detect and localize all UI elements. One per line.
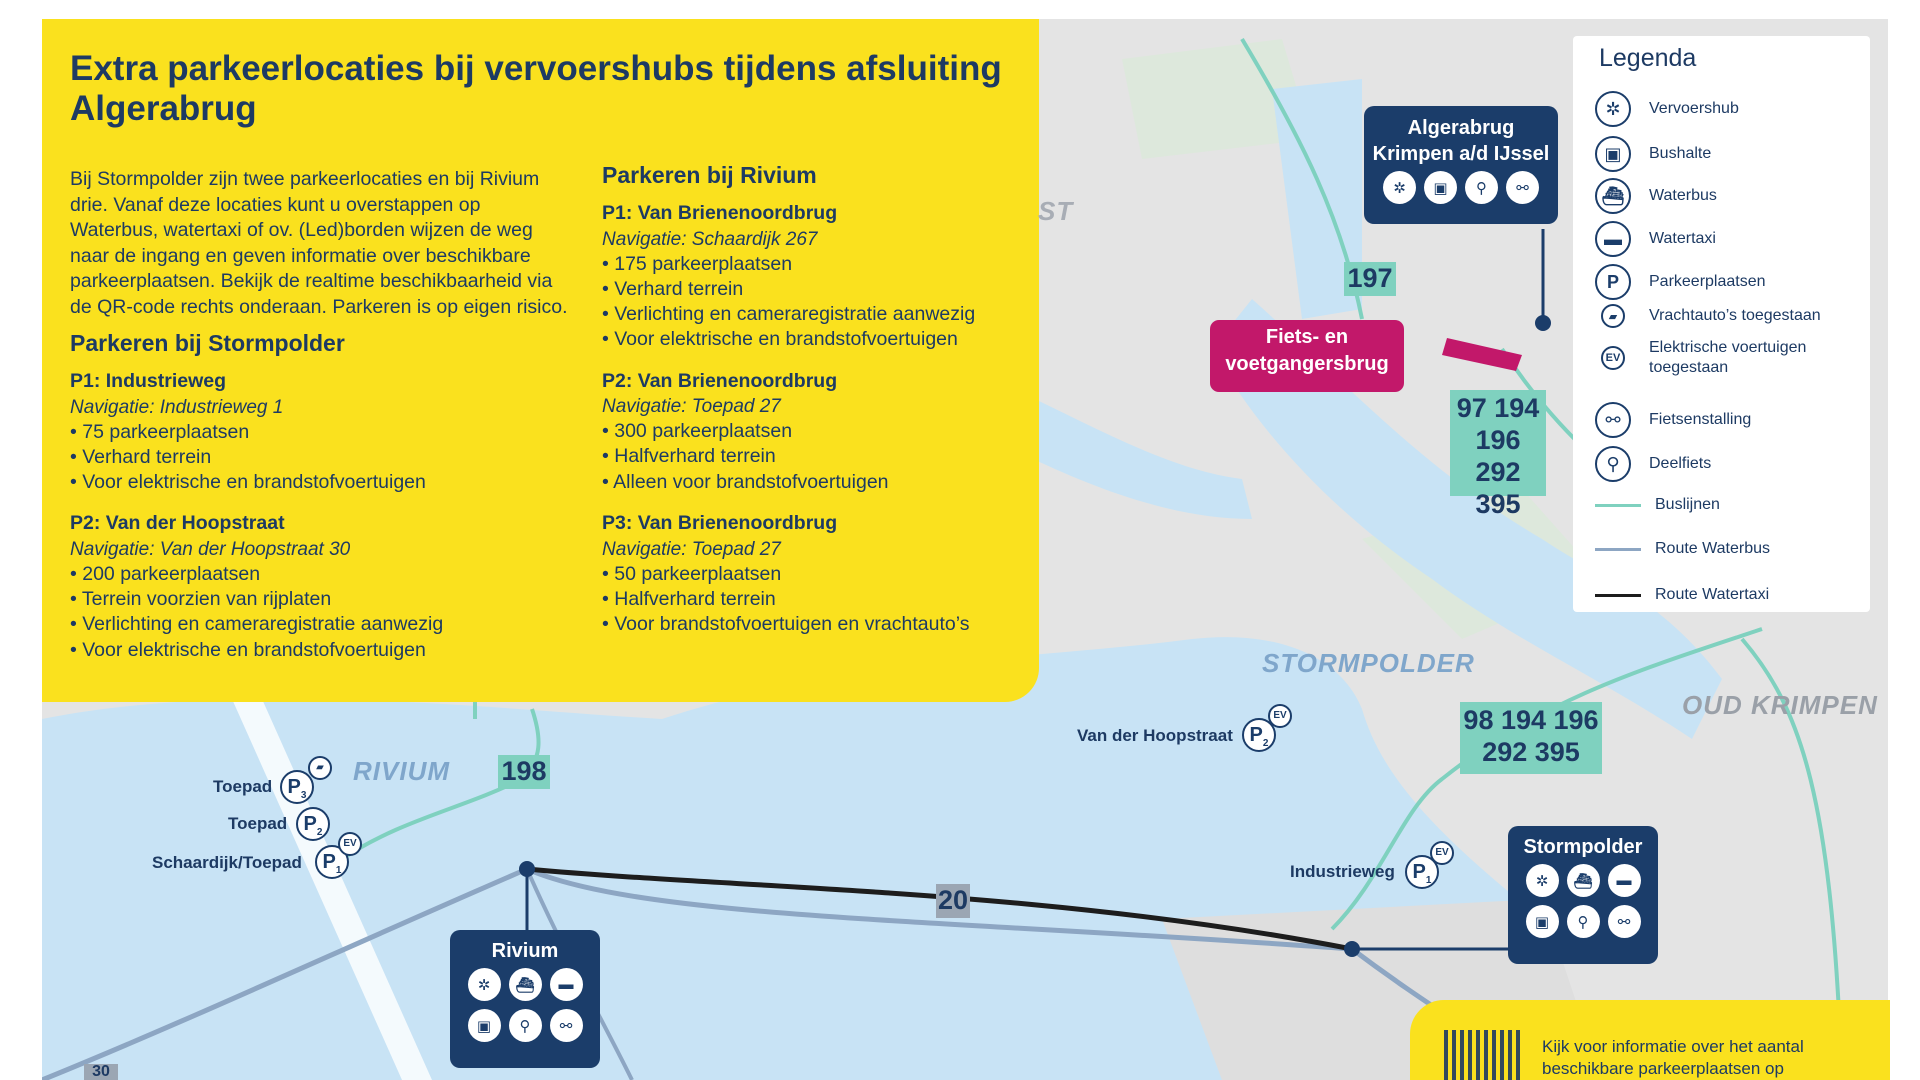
hub-icons xyxy=(1364,171,1558,204)
hub-stormpolder[interactable] xyxy=(1508,826,1658,964)
entry-bullet: • Alleen voor brandstofvoertuigen xyxy=(602,470,889,493)
legend-label: Bushalte xyxy=(1649,145,1712,162)
legend-label: Vrachtauto’s toegestaan xyxy=(1649,307,1821,324)
entry-title: P3: Van Brienenoordbrug xyxy=(602,512,838,535)
entry-navigation: Navigatie: Van der Hoopstraat 30 xyxy=(70,538,351,560)
entry-bullet: • Voor elektrische en brandstofvoertuigen xyxy=(70,638,426,661)
legend-item xyxy=(1595,304,1821,328)
bus-lines-algerabrug[interactable] xyxy=(1450,390,1546,519)
legend-label: Elektrische voertuigen toegestaan xyxy=(1649,339,1807,376)
entry-bullet: • Verhard terrein xyxy=(602,277,744,300)
bus-lines-row: 395 xyxy=(1475,489,1521,519)
legend-item xyxy=(1595,91,1739,127)
waterbus-line-30[interactable]: 30 xyxy=(84,1064,118,1080)
legend-label: Vervoershub xyxy=(1649,100,1739,117)
entry-bullet: • 75 parkeerplaatsen xyxy=(70,420,250,443)
bus-icon: ▣ xyxy=(468,1009,501,1042)
area-label-oud-krimpen: OUD KRIMPEN xyxy=(1682,690,1878,720)
legend-label: Waterbus xyxy=(1649,187,1717,204)
parking-p2-stormpolder-icon[interactable]: $P_2$ xyxy=(1242,718,1276,752)
entry-navigation: Navigatie: Toepad 27 xyxy=(602,396,781,418)
rivium-p1 xyxy=(602,201,1032,353)
transport-hub-icon: ✲ xyxy=(468,968,501,1001)
bus-lines-stormpolder[interactable] xyxy=(1460,702,1602,774)
rivium-heading: Parkeren bij Rivium xyxy=(602,162,817,188)
bus-lines-row: 97 194 xyxy=(1456,393,1540,423)
intro-text: Bij Stormpolder zijn twee parkeerlocaties en bij Rivium drie. Vanaf deze locaties kunt u overstappen op Waterbus, watertaxi of ov. (Led)borden wijzen de weg naar de ingang en geven informatie over beschikbare parkeerplaatsen. Bekijk de realtime beschikbaarheid via de QR-code rechts onderaan. Parkeren is op eigen risico. xyxy=(70,168,568,318)
stormpolder-column xyxy=(70,329,540,679)
bike-parking-icon: ⚯ xyxy=(1595,402,1631,438)
entry-bullet: • Verhard terrein xyxy=(70,445,212,468)
shared-bike-icon: ⚲ xyxy=(1595,446,1631,482)
parking-label-industrieweg-p1: Industrieweg xyxy=(1290,862,1395,881)
bus-icon: ▣ xyxy=(1424,171,1457,204)
entry-navigation: Navigatie: Industrieweg 1 xyxy=(70,396,284,418)
watertaxi-icon: ▬ xyxy=(1608,864,1641,897)
transport-hub-icon: ✲ xyxy=(1526,864,1559,897)
entry-bullet: • Verlichting en cameraregistratie aanwezig xyxy=(70,613,444,636)
parking-p1-icon[interactable]: $P_1$ xyxy=(315,845,349,879)
entry-bullet: • Halfverhard terrein xyxy=(602,445,776,468)
legend-item xyxy=(1595,136,1711,172)
hub-title: Rivium xyxy=(491,940,559,962)
entry-bullet: • 200 parkeerplaatsen xyxy=(70,562,261,585)
qr-code[interactable] xyxy=(1444,1030,1520,1080)
entry-navigation: Navigatie: Schaardijk 267 xyxy=(602,228,818,250)
qr-text: Kijk voor informatie over het aantal beschikbare parkeerplaatsen op xyxy=(1542,1037,1804,1078)
entry-bullet: • 50 parkeerplaatsen xyxy=(602,562,782,585)
stormpolder-heading: Parkeren bij Stormpolder xyxy=(70,330,345,356)
entry-bullet: • Voor brandstofvoertuigen en vrachtauto’s xyxy=(602,613,970,636)
hub-algerabrug[interactable] xyxy=(1364,106,1558,224)
legend-item xyxy=(1595,446,1711,482)
truck-allowed-icon: ▰ xyxy=(1601,304,1625,328)
parking-p3-icon[interactable]: $P_3$ xyxy=(280,770,314,804)
stormpolder-p2 xyxy=(70,511,540,663)
bus-line-197[interactable]: 197 xyxy=(1344,262,1396,296)
legend-panel xyxy=(1573,36,1870,612)
bus-lines-row: 98 194 196 xyxy=(1463,705,1599,735)
entry-bullet: • 175 parkeerplaatsen xyxy=(602,252,793,275)
entry-title: P1: Industrieweg xyxy=(70,370,227,392)
waterbus-route-swatch xyxy=(1595,548,1641,551)
shared-bike-icon: ⚲ xyxy=(1465,171,1498,204)
shared-bike-icon: ⚲ xyxy=(509,1009,542,1042)
ev-allowed-icon: EV xyxy=(1268,704,1292,728)
stormpolder-p1 xyxy=(70,369,540,495)
entry-bullet: • Verlichting en cameraregistratie aanwezig xyxy=(602,303,976,326)
waterbus-line-20[interactable]: 20 xyxy=(936,884,970,918)
bridge-label[interactable]: Fiets- en voetgangersbrug xyxy=(1210,320,1404,392)
hub-icons-row xyxy=(450,1009,600,1042)
hub-icons-row xyxy=(1508,864,1658,897)
transport-hub-icon: ✲ xyxy=(1595,91,1631,127)
entry-bullet: • Voor elektrische en brandstofvoertuigen xyxy=(70,471,426,494)
bus-stop-icon: ▣ xyxy=(1595,136,1631,172)
legend-item xyxy=(1595,496,1720,514)
parking-p2-icon[interactable]: $P_2$ xyxy=(296,807,330,841)
entry-title: P2: Van der Hoopstraat xyxy=(70,512,285,535)
entry-title: P1: Van Brienenoordbrug xyxy=(602,202,838,224)
bike-parking-icon: ⚯ xyxy=(1506,171,1539,204)
entry-bullet: • Terrein voorzien van rijplaten xyxy=(70,588,332,611)
bus-lines-row: 292 395 xyxy=(1482,737,1580,767)
parking-icon: P xyxy=(1595,264,1631,300)
watertaxi-icon: ▬ xyxy=(1595,221,1631,257)
watertaxi-icon: ▬ xyxy=(550,968,583,1001)
hub-rivium[interactable] xyxy=(450,930,600,1068)
legend-item xyxy=(1595,221,1716,257)
parking-label-schaardijk-p1: Schaardijk/Toepad xyxy=(152,853,302,872)
waterbus-icon: ⛴ xyxy=(1595,178,1631,214)
legend-label: Fietsenstalling xyxy=(1649,411,1752,428)
rivium-column xyxy=(602,161,1032,653)
bus-icon: ▣ xyxy=(1526,905,1559,938)
hub-title: Stormpolder xyxy=(1523,836,1643,858)
legend-label: Deelfiets xyxy=(1649,455,1712,472)
legend-item xyxy=(1595,338,1815,378)
legend-item xyxy=(1595,264,1766,300)
bike-parking-icon: ⚯ xyxy=(550,1009,583,1042)
ev-allowed-icon: EV xyxy=(338,832,362,856)
waterbus-icon: ⛴ xyxy=(509,968,542,1001)
entry-bullet: • Halfverhard terrein xyxy=(602,587,776,610)
legend-item xyxy=(1595,402,1751,438)
bus-line-swatch xyxy=(1595,504,1641,507)
legend-label: Watertaxi xyxy=(1649,230,1716,247)
entry-navigation: Navigatie: Toepad 27 xyxy=(602,538,781,560)
watertaxi-route-swatch xyxy=(1595,594,1641,597)
parking-label-toepad-p2: Toepad xyxy=(228,814,288,833)
area-label-stormpolder: STORMPOLDER xyxy=(1262,648,1475,678)
legend-label: Route Waterbus xyxy=(1655,540,1771,557)
transport-hub-icon: ✲ xyxy=(1383,171,1416,204)
legend-label: Parkeerplaatsen xyxy=(1649,273,1766,290)
parking-label-hoopstraat-p2: Van der Hoopstraat xyxy=(1077,726,1233,745)
bus-line-198[interactable]: 198 xyxy=(498,755,550,789)
hub-icons-row xyxy=(450,968,600,1001)
legend-title: Legenda xyxy=(1599,44,1697,72)
info-panel xyxy=(42,19,1039,702)
legend-label: Buslijnen xyxy=(1655,496,1720,513)
rivium-p2 xyxy=(602,369,1032,495)
legend-item xyxy=(1595,540,1770,558)
bus-lines-row: 196 292 xyxy=(1475,425,1521,487)
parking-label-toepad-p3: Toepad xyxy=(213,777,273,796)
entry-bullet: • 300 parkeerplaatsen xyxy=(602,420,793,443)
area-label-st: ST xyxy=(1038,196,1074,226)
entry-title: P2: Van Brienenoordbrug xyxy=(602,369,838,392)
waterbus-icon: ⛴ xyxy=(1567,864,1600,897)
map-title: Extra parkeerlocaties bij vervoershubs tijdens afsluiting Algerabrug xyxy=(70,49,1002,128)
legend-item xyxy=(1595,586,1769,604)
entry-bullet: • Voor elektrische en brandstofvoertuigen xyxy=(602,328,958,351)
hub-title: Algerabrug Krimpen a/d IJssel xyxy=(1372,117,1550,165)
parking-p1-stormpolder-icon[interactable]: $P_1$ xyxy=(1405,855,1439,889)
ev-allowed-icon: EV xyxy=(1601,346,1625,370)
ev-allowed-icon: EV xyxy=(1430,841,1454,865)
area-label-rivium: RIVIUM xyxy=(353,756,450,786)
hub-icons-row xyxy=(1508,905,1658,938)
legend-label: Route Watertaxi xyxy=(1655,586,1770,603)
rivium-p3 xyxy=(602,511,1032,637)
truck-allowed-icon: ▰ xyxy=(308,756,332,780)
shared-bike-icon: ⚲ xyxy=(1567,905,1600,938)
bike-parking-icon: ⚯ xyxy=(1608,905,1641,938)
legend-item xyxy=(1595,178,1717,214)
qr-panel xyxy=(1410,1000,1890,1080)
